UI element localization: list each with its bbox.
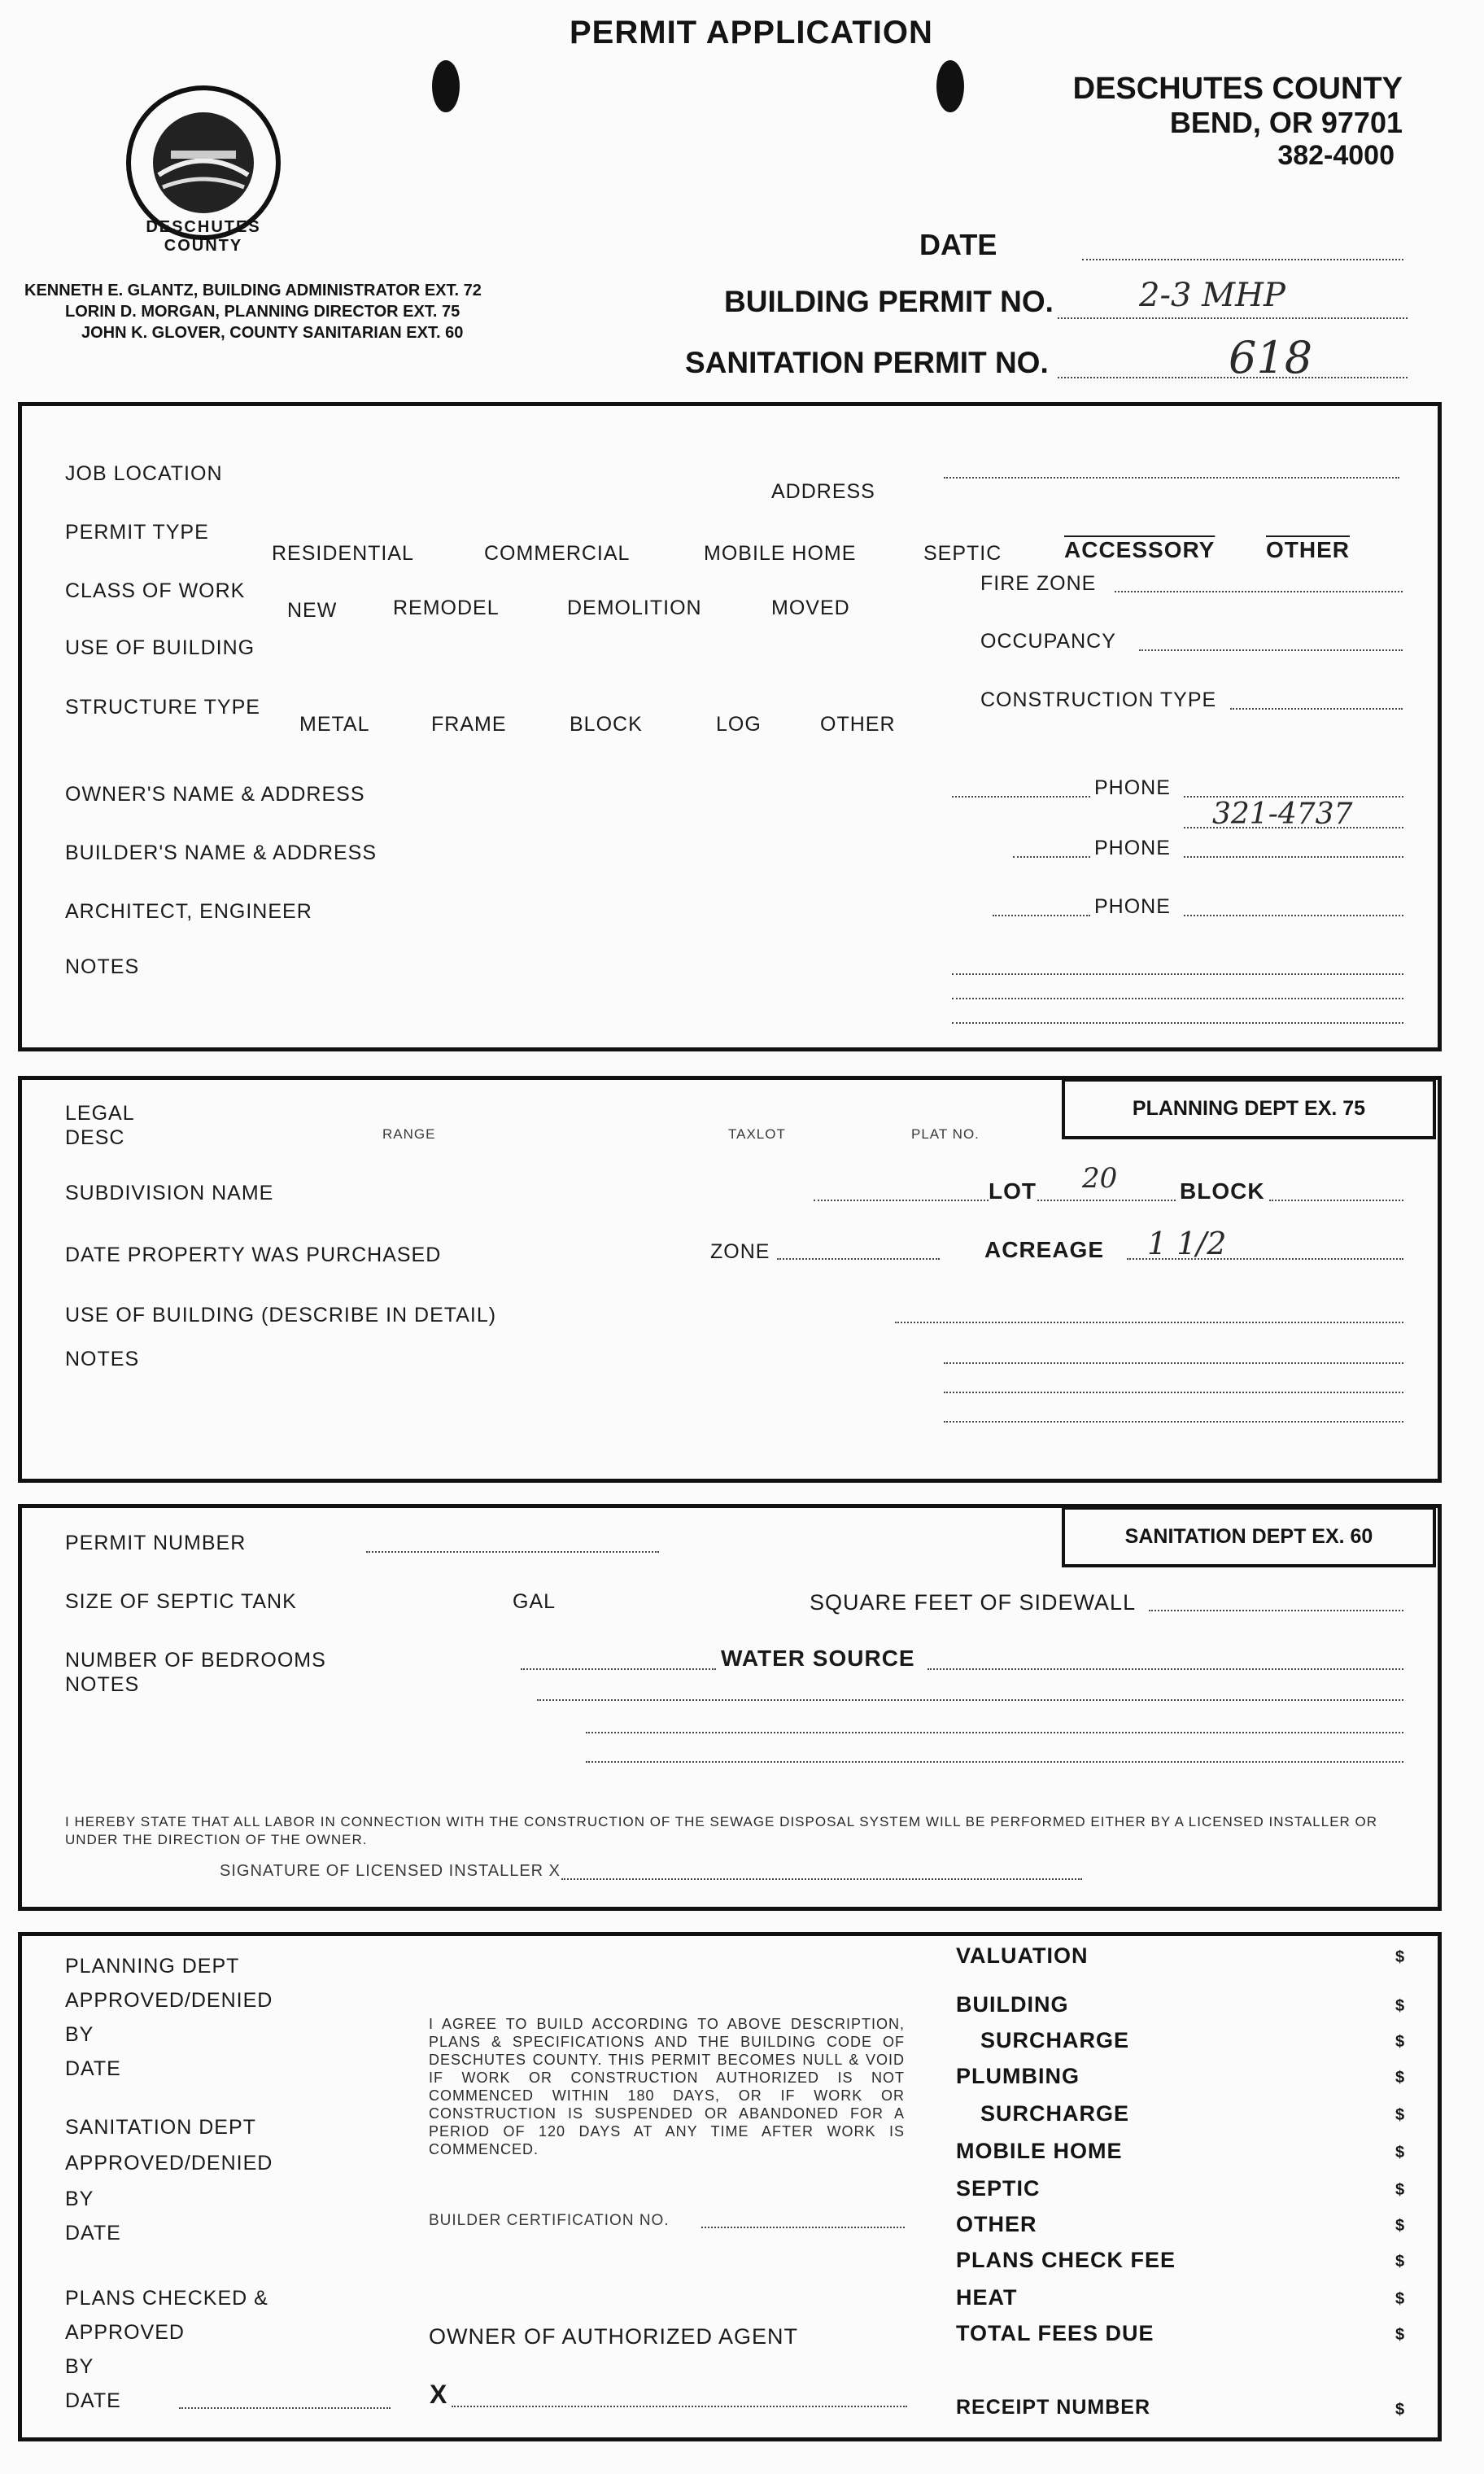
fee-dollar-1: $ bbox=[1395, 1948, 1405, 1966]
sanitation-notes-line-2[interactable] bbox=[586, 1732, 1403, 1733]
legal-desc-label-2: DESC bbox=[65, 1126, 125, 1149]
construction-type-label: CONSTRUCTION TYPE bbox=[980, 688, 1217, 711]
planning-approved-denied-label: APPROVED/DENIED bbox=[65, 1989, 273, 2012]
sanitation-permit-label: SANITATION PERMIT NO. bbox=[685, 346, 1049, 379]
building-notes-line-1[interactable] bbox=[952, 973, 1403, 975]
building-permit-field[interactable] bbox=[1058, 317, 1408, 319]
county-name: DESCHUTES COUNTY bbox=[1072, 72, 1403, 106]
plans-checked-label: PLANS CHECKED & bbox=[65, 2287, 268, 2310]
fee-plans-check: PLANS CHECK FEE bbox=[956, 2248, 1176, 2272]
owner-field-line-2[interactable] bbox=[1184, 827, 1403, 828]
builder-field[interactable] bbox=[1013, 856, 1090, 858]
county-seal bbox=[122, 81, 285, 255]
plans-date-label: DATE bbox=[65, 2389, 121, 2412]
sanitation-notes-line-1[interactable] bbox=[537, 1699, 1403, 1701]
builder-phone-field[interactable] bbox=[1184, 856, 1403, 858]
building-notes-line-2[interactable] bbox=[952, 998, 1403, 999]
block-label: BLOCK bbox=[1180, 1178, 1265, 1204]
sanitation-dept-label: SANITATION DEPT EX. 60 bbox=[1062, 1506, 1436, 1567]
planning-by-label: BY bbox=[65, 2023, 94, 2046]
binder-hole-right bbox=[934, 57, 967, 116]
permit-type-label: PERMIT TYPE bbox=[65, 521, 209, 544]
bedrooms-field[interactable] bbox=[521, 1668, 716, 1670]
bedrooms-label: NUMBER OF BEDROOMS bbox=[65, 1649, 326, 1672]
legal-col-plat: PLAT NO. bbox=[911, 1126, 980, 1142]
septic-tank-label: SIZE OF SEPTIC TANK bbox=[65, 1590, 297, 1613]
planning-notes-label: NOTES bbox=[65, 1348, 140, 1370]
planning-notes-line-3[interactable] bbox=[944, 1421, 1403, 1423]
architect-label: ARCHITECT, ENGINEER bbox=[65, 900, 312, 923]
permit-type-septic[interactable]: SEPTIC bbox=[923, 542, 1002, 565]
use-of-building-label: USE OF BUILDING bbox=[65, 636, 255, 659]
lot-label: LOT bbox=[989, 1178, 1037, 1204]
fee-plumbing: PLUMBING bbox=[956, 2064, 1080, 2088]
builder-label: BUILDER'S NAME & ADDRESS bbox=[65, 841, 378, 864]
x-mark: X bbox=[430, 2380, 448, 2409]
county-city: BEND, OR 97701 bbox=[1169, 106, 1403, 139]
class-new[interactable]: NEW bbox=[287, 599, 338, 622]
lot-value: 20 bbox=[1082, 1162, 1118, 1195]
fee-heat: HEAT bbox=[956, 2285, 1018, 2310]
builder-cert-field[interactable] bbox=[701, 2227, 905, 2228]
water-source-field[interactable] bbox=[928, 1668, 1403, 1670]
sanitation-date-label: DATE bbox=[65, 2222, 121, 2245]
permit-number-field[interactable] bbox=[366, 1551, 659, 1553]
fee-dollar-6: $ bbox=[1395, 2144, 1405, 2161]
use-detail-label: USE OF BUILDING (DESCRIBE IN DETAIL) bbox=[65, 1304, 497, 1327]
seal-text: DESCHUTES COUNTY bbox=[146, 218, 261, 255]
permit-type-mobile-home[interactable]: MOBILE HOME bbox=[704, 542, 857, 565]
building-permit-value: 2-3 MHP bbox=[1139, 277, 1285, 314]
occupancy-label: OCCUPANCY bbox=[980, 630, 1116, 653]
architect-field[interactable] bbox=[993, 915, 1090, 916]
sidewall-label: SQUARE FEET OF SIDEWALL bbox=[810, 1590, 1137, 1615]
agreement-text: I AGREE TO BUILD ACCORDING TO ABOVE DESCRIPTION, PLANS & SPECIFICATIONS AND THE BUILDING CODE OF DESCHUTES COUNTY. THIS PERMIT BECOMES NULL & VOID IF WORK OR CONSTRUCTION AUTHORIZED IS NOT COMMENCED WITHIN 180 DAYS, OR IF WORK OR CONSTRUCTION IS SUSPENDED OR ABANDONED FOR A PERIOD OF 120 DAYS AT ANY TIME AFTER WORK IS COMMENCED. bbox=[429, 2016, 905, 2157]
date-field[interactable] bbox=[1082, 259, 1403, 260]
official-1: KENNETH E. GLANTZ, BUILDING ADMINISTRATOR EXT. 72 bbox=[24, 282, 482, 299]
structure-other[interactable]: OTHER bbox=[820, 713, 896, 736]
structure-log[interactable]: LOG bbox=[716, 713, 762, 736]
fee-dollar-2: $ bbox=[1395, 1997, 1405, 2015]
legal-col-range: RANGE bbox=[382, 1126, 436, 1142]
planning-notes-line-2[interactable] bbox=[944, 1392, 1403, 1393]
building-notes-line-3[interactable] bbox=[952, 1022, 1403, 1024]
fee-receipt-number: RECEIPT NUMBER bbox=[956, 2396, 1151, 2419]
owner-agent-label: OWNER OF AUTHORIZED AGENT bbox=[429, 2324, 799, 2349]
fee-dollar-11: $ bbox=[1395, 2326, 1405, 2344]
official-2: LORIN D. MORGAN, PLANNING DIRECTOR EXT. 75 bbox=[65, 303, 460, 321]
permit-type-accessory[interactable]: ACCESSORY bbox=[1064, 537, 1216, 562]
zone-field[interactable] bbox=[777, 1258, 940, 1260]
class-remodel[interactable]: REMODEL bbox=[393, 597, 500, 619]
fee-other: OTHER bbox=[956, 2212, 1037, 2236]
installer-statement: I HEREBY STATE THAT ALL LABOR IN CONNECTION WITH THE CONSTRUCTION OF THE SEWAGE DISPOSAL SYSTEM WILL BE PERFORMED EITHER BY A LICENSED INSTALLER OR UNDER THE DIRECTION OF THE OWNER. bbox=[65, 1814, 1378, 1847]
planning-dept-approval-label: PLANNING DEPT bbox=[65, 1955, 240, 1978]
address-label: ADDRESS bbox=[771, 480, 875, 503]
subdivision-field[interactable] bbox=[814, 1200, 989, 1201]
sanitation-notes-line-3[interactable] bbox=[586, 1761, 1403, 1763]
structure-frame[interactable]: FRAME bbox=[431, 713, 507, 736]
fee-building: BUILDING bbox=[956, 1992, 1069, 2017]
county-phone: 382-4000 bbox=[1277, 140, 1395, 171]
plans-date-field[interactable] bbox=[179, 2407, 391, 2409]
permit-type-residential[interactable]: RESIDENTIAL bbox=[272, 542, 414, 565]
fee-building-surcharge: SURCHARGE bbox=[980, 2028, 1130, 2052]
fee-dollar-3: $ bbox=[1395, 2033, 1405, 2051]
owner-label: OWNER'S NAME & ADDRESS bbox=[65, 783, 365, 806]
owner-phone-label: PHONE bbox=[1094, 776, 1171, 799]
owner-field[interactable] bbox=[952, 796, 1090, 798]
architect-phone-field[interactable] bbox=[1184, 915, 1403, 916]
owner-phone-value: 321-4737 bbox=[1212, 798, 1353, 831]
fee-mobile-home: MOBILE HOME bbox=[956, 2139, 1123, 2163]
planning-notes-line-1[interactable] bbox=[944, 1362, 1403, 1364]
sanitation-dept-approval-label: SANITATION DEPT bbox=[65, 2116, 256, 2139]
construction-type-field[interactable] bbox=[1230, 708, 1403, 710]
planning-dept-label: PLANNING DEPT EX. 75 bbox=[1062, 1078, 1436, 1139]
legal-desc-label-1: LEGAL bbox=[65, 1102, 135, 1125]
occupancy-field[interactable] bbox=[1139, 649, 1403, 651]
owner-signature-field[interactable] bbox=[452, 2406, 907, 2407]
acreage-value: 1 1/2 bbox=[1147, 1226, 1227, 1261]
water-source-label: WATER SOURCE bbox=[721, 1646, 915, 1671]
structure-metal[interactable]: METAL bbox=[299, 713, 370, 736]
class-demolition[interactable]: DEMOLITION bbox=[567, 597, 702, 619]
fee-dollar-7: $ bbox=[1395, 2181, 1405, 2199]
binder-hole-left bbox=[430, 57, 462, 116]
architect-phone-label: PHONE bbox=[1094, 895, 1171, 918]
builder-phone-label: PHONE bbox=[1094, 837, 1171, 859]
builder-cert-label: BUILDER CERTIFICATION NO. bbox=[429, 2212, 670, 2229]
gal-label: GAL bbox=[513, 1590, 556, 1613]
sanitation-by-label: BY bbox=[65, 2188, 94, 2210]
class-of-work-label: CLASS OF WORK bbox=[65, 579, 246, 602]
zone-label: ZONE bbox=[710, 1240, 770, 1263]
fee-total-due: TOTAL FEES DUE bbox=[956, 2321, 1154, 2345]
building-notes-label: NOTES bbox=[65, 955, 140, 978]
fee-dollar-12: $ bbox=[1395, 2401, 1405, 2419]
structure-block[interactable]: BLOCK bbox=[570, 713, 643, 736]
fire-zone-label: FIRE ZONE bbox=[980, 572, 1097, 595]
fee-dollar-8: $ bbox=[1395, 2217, 1405, 2235]
fee-dollar-9: $ bbox=[1395, 2253, 1405, 2271]
plans-by-label: BY bbox=[65, 2355, 94, 2378]
fee-valuation: VALUATION bbox=[956, 1943, 1089, 1968]
fee-septic: SEPTIC bbox=[956, 2176, 1041, 2201]
date-purchased-label: DATE PROPERTY WAS PURCHASED bbox=[65, 1244, 442, 1266]
lot-field[interactable] bbox=[1037, 1200, 1176, 1201]
sanitation-notes-label: NOTES bbox=[65, 1673, 140, 1696]
permit-type-other[interactable]: OTHER bbox=[1266, 537, 1350, 562]
building-permit-label: BUILDING PERMIT NO. bbox=[724, 285, 1054, 318]
job-location-label: JOB LOCATION bbox=[65, 462, 223, 485]
fee-plumbing-surcharge: SURCHARGE bbox=[980, 2101, 1130, 2126]
form-title: PERMIT APPLICATION bbox=[570, 15, 933, 50]
sidewall-field[interactable] bbox=[1149, 1610, 1403, 1611]
fee-dollar-5: $ bbox=[1395, 2106, 1405, 2124]
block-field[interactable] bbox=[1269, 1200, 1403, 1201]
subdivision-label: SUBDIVISION NAME bbox=[65, 1182, 274, 1204]
official-3: JOHN K. GLOVER, COUNTY SANITARIAN EXT. 60 bbox=[81, 324, 464, 342]
fee-dollar-10: $ bbox=[1395, 2290, 1405, 2308]
sanitation-approved-denied-label: APPROVED/DENIED bbox=[65, 2152, 273, 2175]
plans-approved-label: APPROVED bbox=[65, 2321, 185, 2344]
legal-col-taxlot: TAXLOT bbox=[728, 1126, 786, 1142]
permit-type-commercial[interactable]: COMMERCIAL bbox=[484, 542, 631, 565]
permit-number-label: PERMIT NUMBER bbox=[65, 1532, 247, 1554]
planning-date-label: DATE bbox=[65, 2057, 121, 2080]
date-label: DATE bbox=[919, 228, 997, 261]
class-moved[interactable]: MOVED bbox=[771, 597, 850, 619]
job-location-field[interactable] bbox=[944, 477, 1399, 479]
fire-zone-field[interactable] bbox=[1115, 591, 1403, 592]
installer-signature-label: SIGNATURE OF LICENSED INSTALLER X bbox=[220, 1862, 561, 1880]
installer-signature-field[interactable] bbox=[561, 1878, 1082, 1880]
fee-dollar-4: $ bbox=[1395, 2069, 1405, 2087]
acreage-label: ACREAGE bbox=[984, 1237, 1105, 1262]
structure-type-label: STRUCTURE TYPE bbox=[65, 696, 260, 719]
sanitation-permit-value: 618 bbox=[1229, 332, 1313, 383]
use-detail-field[interactable] bbox=[895, 1322, 1403, 1323]
